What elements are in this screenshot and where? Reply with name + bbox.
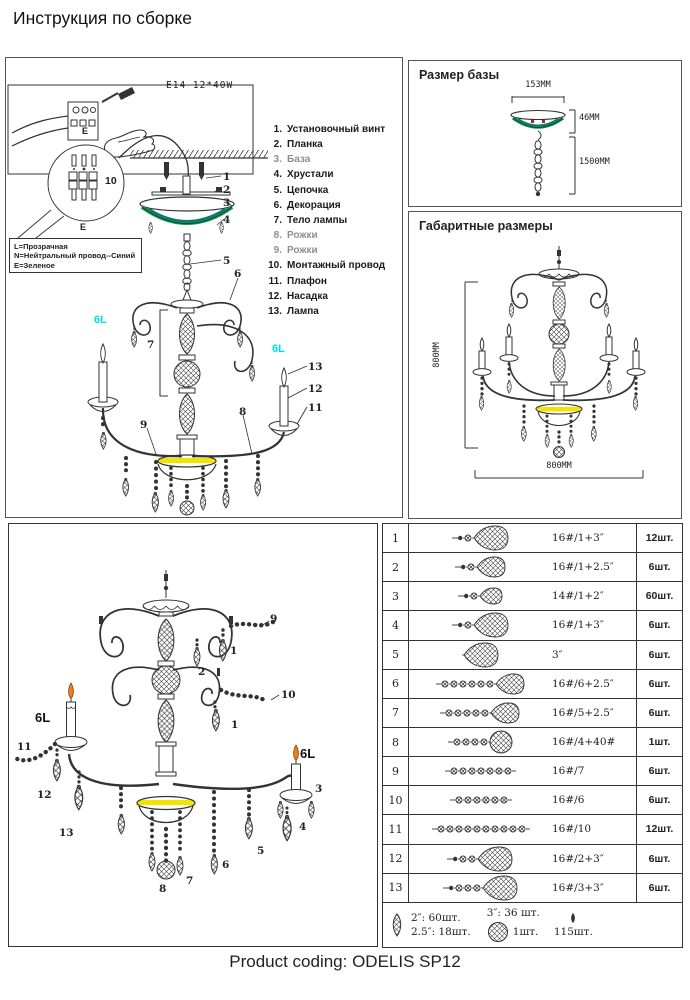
parts-list-number: 13. bbox=[268, 305, 282, 317]
parts-list-label: Насадка bbox=[287, 290, 328, 302]
wiring-note-line: E=Зеленое bbox=[14, 260, 55, 270]
table-row bbox=[383, 699, 682, 728]
row-number: 3 bbox=[383, 582, 409, 610]
part-quantity: 1шт. bbox=[636, 728, 682, 756]
part-spec: 16#/10 bbox=[552, 823, 592, 836]
crystal-part-icon bbox=[409, 786, 552, 814]
table-row bbox=[383, 874, 682, 903]
part-quantity: 6шт. bbox=[636, 845, 682, 873]
callout-3: 3 bbox=[315, 783, 323, 795]
table-row bbox=[383, 611, 682, 640]
row-number: 13 bbox=[383, 874, 409, 902]
parts-list-item bbox=[264, 198, 402, 213]
row-content bbox=[409, 786, 636, 814]
table-row bbox=[383, 845, 682, 874]
row-content bbox=[409, 845, 636, 873]
parts-list-label: Тело лампы bbox=[287, 214, 348, 226]
part-quantity: 6шт. bbox=[636, 699, 682, 727]
part-quantity: 6шт. bbox=[636, 641, 682, 669]
parts-list-item bbox=[264, 213, 402, 228]
parts-list-label: Рожки bbox=[287, 230, 318, 242]
crystal-part-icon bbox=[409, 611, 552, 639]
parts-list-number: 3. bbox=[273, 154, 282, 166]
row-number: 9 bbox=[383, 757, 409, 785]
parts-table-footer bbox=[383, 903, 682, 947]
callout-3: 3 bbox=[223, 197, 231, 209]
table-row bbox=[383, 728, 682, 757]
table-row bbox=[383, 757, 682, 786]
parts-list-label: Хрустали bbox=[287, 169, 334, 181]
part-spec: 3″ bbox=[552, 648, 563, 661]
parts-table bbox=[382, 523, 683, 948]
panel-title: Размер базы bbox=[419, 68, 500, 82]
lamp-count-badge: 6L bbox=[94, 314, 107, 326]
callout-13: 13 bbox=[308, 361, 323, 373]
row-content bbox=[409, 524, 636, 552]
table-row bbox=[383, 815, 682, 844]
callout-7: 7 bbox=[186, 875, 194, 887]
parts-list-item bbox=[264, 228, 402, 243]
footer-count: 2″: 60шт. bbox=[411, 911, 461, 924]
wiring-note bbox=[9, 238, 142, 273]
dim-chain-length: 1500MM bbox=[579, 157, 610, 167]
parts-list-number: 11. bbox=[268, 275, 282, 287]
parts-list-number: 5. bbox=[273, 184, 282, 196]
parts-list-label: Декорация bbox=[287, 199, 341, 211]
overall-size-panel bbox=[408, 211, 682, 519]
overall-size-diagram bbox=[409, 212, 681, 518]
parts-list-label: База bbox=[287, 154, 311, 166]
callout-8: 8 bbox=[159, 883, 167, 895]
parts-list-item bbox=[264, 289, 402, 304]
crystal-part-icon bbox=[409, 757, 552, 785]
lamp-count-badge: 6L bbox=[300, 746, 316, 761]
part-quantity: 60шт. bbox=[636, 582, 682, 610]
parts-list-number: 10. bbox=[268, 260, 282, 272]
callout-11: 11 bbox=[17, 741, 32, 753]
parts-list-number: 1. bbox=[273, 124, 282, 135]
parts-list-number: 2. bbox=[273, 139, 282, 151]
parts-list-item bbox=[264, 122, 402, 137]
part-spec: 14#/1+2″ bbox=[552, 590, 604, 603]
callout-10: 10 bbox=[281, 689, 296, 701]
footer-count: 115шт. bbox=[553, 925, 593, 938]
dim-overall-width: 800MM bbox=[546, 461, 572, 471]
parts-list-label: Рожки bbox=[287, 245, 318, 257]
parts-list-label: Лампа bbox=[287, 305, 319, 317]
parts-list-number: 4. bbox=[273, 169, 282, 181]
crystal-part-icon bbox=[409, 815, 552, 843]
terminal-callout: 10 bbox=[105, 175, 117, 187]
row-number: 11 bbox=[383, 815, 409, 843]
part-spec: 16#/1+2.5″ bbox=[552, 561, 614, 574]
dim-overall-height: 800MM bbox=[432, 342, 442, 368]
crystal-ball-icon bbox=[487, 921, 509, 943]
part-quantity: 12шт. bbox=[636, 815, 682, 843]
row-number: 10 bbox=[383, 786, 409, 814]
callout-7: 7 bbox=[147, 339, 155, 351]
row-number: 8 bbox=[383, 728, 409, 756]
panel-title: Габаритные размеры bbox=[419, 219, 553, 233]
row-content bbox=[409, 815, 636, 843]
crystal-part-icon bbox=[409, 582, 552, 610]
assembly-panel bbox=[5, 57, 403, 518]
parts-list-item bbox=[264, 258, 402, 273]
parts-list-item bbox=[264, 274, 402, 289]
callout-9: 9 bbox=[140, 419, 148, 431]
callout-11: 11 bbox=[308, 402, 323, 414]
parts-list-label: Монтажный провод bbox=[287, 260, 386, 272]
table-row bbox=[383, 670, 682, 699]
part-quantity: 6шт. bbox=[636, 786, 682, 814]
part-spec: 16#/5+2.5″ bbox=[552, 706, 614, 719]
parts-list-item bbox=[264, 152, 402, 167]
row-content bbox=[409, 874, 636, 902]
parts-list-label: Плафон bbox=[287, 275, 327, 287]
table-row bbox=[383, 582, 682, 611]
part-spec: 16#/6+2.5″ bbox=[552, 677, 614, 690]
pin-icon bbox=[569, 912, 577, 924]
part-spec: 16#/7 bbox=[552, 765, 585, 778]
footer-count: 2.5″: 18шт. bbox=[411, 925, 471, 938]
row-content bbox=[409, 728, 636, 756]
crystal-part-icon bbox=[409, 524, 552, 552]
crystal-part-icon bbox=[409, 845, 552, 873]
callout-6: 6 bbox=[234, 268, 242, 280]
part-spec: 16#/3+3″ bbox=[552, 881, 604, 894]
crystal-drop-icon bbox=[389, 912, 405, 938]
crystal-part-icon bbox=[409, 728, 552, 756]
terminal-label-top: E bbox=[82, 126, 89, 136]
wiring-note-line: L=Прозрачная bbox=[14, 242, 68, 251]
product-coding: Product coding: ODELIS SP12 bbox=[229, 952, 461, 971]
parts-list-item bbox=[264, 183, 402, 198]
dim-base-width: 153MM bbox=[525, 80, 551, 90]
parts-list-item bbox=[264, 167, 402, 182]
crystal-part-icon bbox=[409, 874, 552, 902]
exploded-view-panel bbox=[8, 523, 378, 947]
parts-list-number: 12. bbox=[268, 290, 282, 302]
row-content bbox=[409, 611, 636, 639]
parts-list-number: 9. bbox=[273, 245, 282, 257]
part-spec: 16#/2+3″ bbox=[552, 852, 604, 865]
row-content bbox=[409, 582, 636, 610]
row-content bbox=[409, 641, 636, 669]
row-content bbox=[409, 757, 636, 785]
callout-2: 2 bbox=[223, 184, 231, 196]
callout-1b: 1 bbox=[231, 719, 239, 731]
crystal-part-icon bbox=[409, 641, 552, 669]
base-size-panel bbox=[408, 60, 682, 207]
lamp-spec: E14 12*40W bbox=[166, 80, 234, 91]
callout-9: 9 bbox=[270, 613, 278, 625]
footer-count: 1шт. bbox=[512, 925, 539, 938]
row-number: 12 bbox=[383, 845, 409, 873]
table-row bbox=[383, 641, 682, 670]
row-content bbox=[409, 670, 636, 698]
crystal-part-icon bbox=[409, 699, 552, 727]
part-quantity: 6шт. bbox=[636, 553, 682, 581]
parts-list bbox=[264, 122, 402, 319]
parts-list-label: Цепочка bbox=[287, 184, 329, 196]
part-quantity: 6шт. bbox=[636, 611, 682, 639]
crystal-part-icon bbox=[409, 670, 552, 698]
parts-list-number: 8. bbox=[273, 230, 282, 242]
part-quantity: 6шт. bbox=[636, 670, 682, 698]
callout-12: 12 bbox=[308, 383, 323, 395]
row-content bbox=[409, 553, 636, 581]
wiring-note-line: N=Нейтральный провод--Синий bbox=[14, 251, 136, 261]
lamp-count-badge: 6L bbox=[272, 343, 285, 355]
callout-4: 4 bbox=[299, 821, 307, 833]
parts-list-item bbox=[264, 243, 402, 258]
parts-list-label: Планка bbox=[287, 139, 323, 151]
callout-4: 4 bbox=[223, 214, 231, 226]
callout-12: 12 bbox=[37, 789, 52, 801]
table-row bbox=[383, 553, 682, 582]
callout-5: 5 bbox=[223, 255, 231, 267]
part-spec: 16#/1+3″ bbox=[552, 532, 604, 545]
lamp-count-badge: 6L bbox=[35, 710, 51, 725]
row-number: 6 bbox=[383, 670, 409, 698]
callout-5: 5 bbox=[257, 845, 265, 857]
callout-8: 8 bbox=[239, 406, 247, 418]
row-number: 7 bbox=[383, 699, 409, 727]
callout-2: 2 bbox=[198, 666, 206, 678]
dim-base-height: 46MM bbox=[579, 113, 600, 123]
part-quantity: 12шт. bbox=[636, 524, 682, 552]
part-quantity: 6шт. bbox=[636, 874, 682, 902]
parts-list-item bbox=[264, 304, 402, 319]
crystal-part-icon bbox=[409, 553, 552, 581]
callout-13: 13 bbox=[59, 827, 74, 839]
row-number: 2 bbox=[383, 553, 409, 581]
row-number: 5 bbox=[383, 641, 409, 669]
callout-1a: 1 bbox=[230, 645, 238, 657]
row-number: 4 bbox=[383, 611, 409, 639]
terminal-label-bottom: E bbox=[80, 222, 87, 232]
callout-1: 1 bbox=[223, 171, 231, 183]
row-number: 1 bbox=[383, 524, 409, 552]
part-spec: 16#/4+40# bbox=[552, 736, 616, 749]
page-title: Инструкция по сборке bbox=[13, 8, 192, 28]
parts-list-item bbox=[264, 137, 402, 152]
part-spec: 16#/1+3″ bbox=[552, 619, 604, 632]
parts-list-label: Установочный винт bbox=[287, 124, 386, 135]
table-row bbox=[383, 786, 682, 815]
row-content bbox=[409, 699, 636, 727]
part-quantity: 6шт. bbox=[636, 757, 682, 785]
callout-6: 6 bbox=[222, 859, 230, 871]
part-spec: 16#/6 bbox=[552, 794, 585, 807]
parts-list-number: 7. bbox=[273, 214, 282, 226]
footer-count: 3″: 36 шт. bbox=[486, 906, 540, 919]
parts-list-number: 6. bbox=[273, 199, 282, 211]
table-row bbox=[383, 524, 682, 553]
